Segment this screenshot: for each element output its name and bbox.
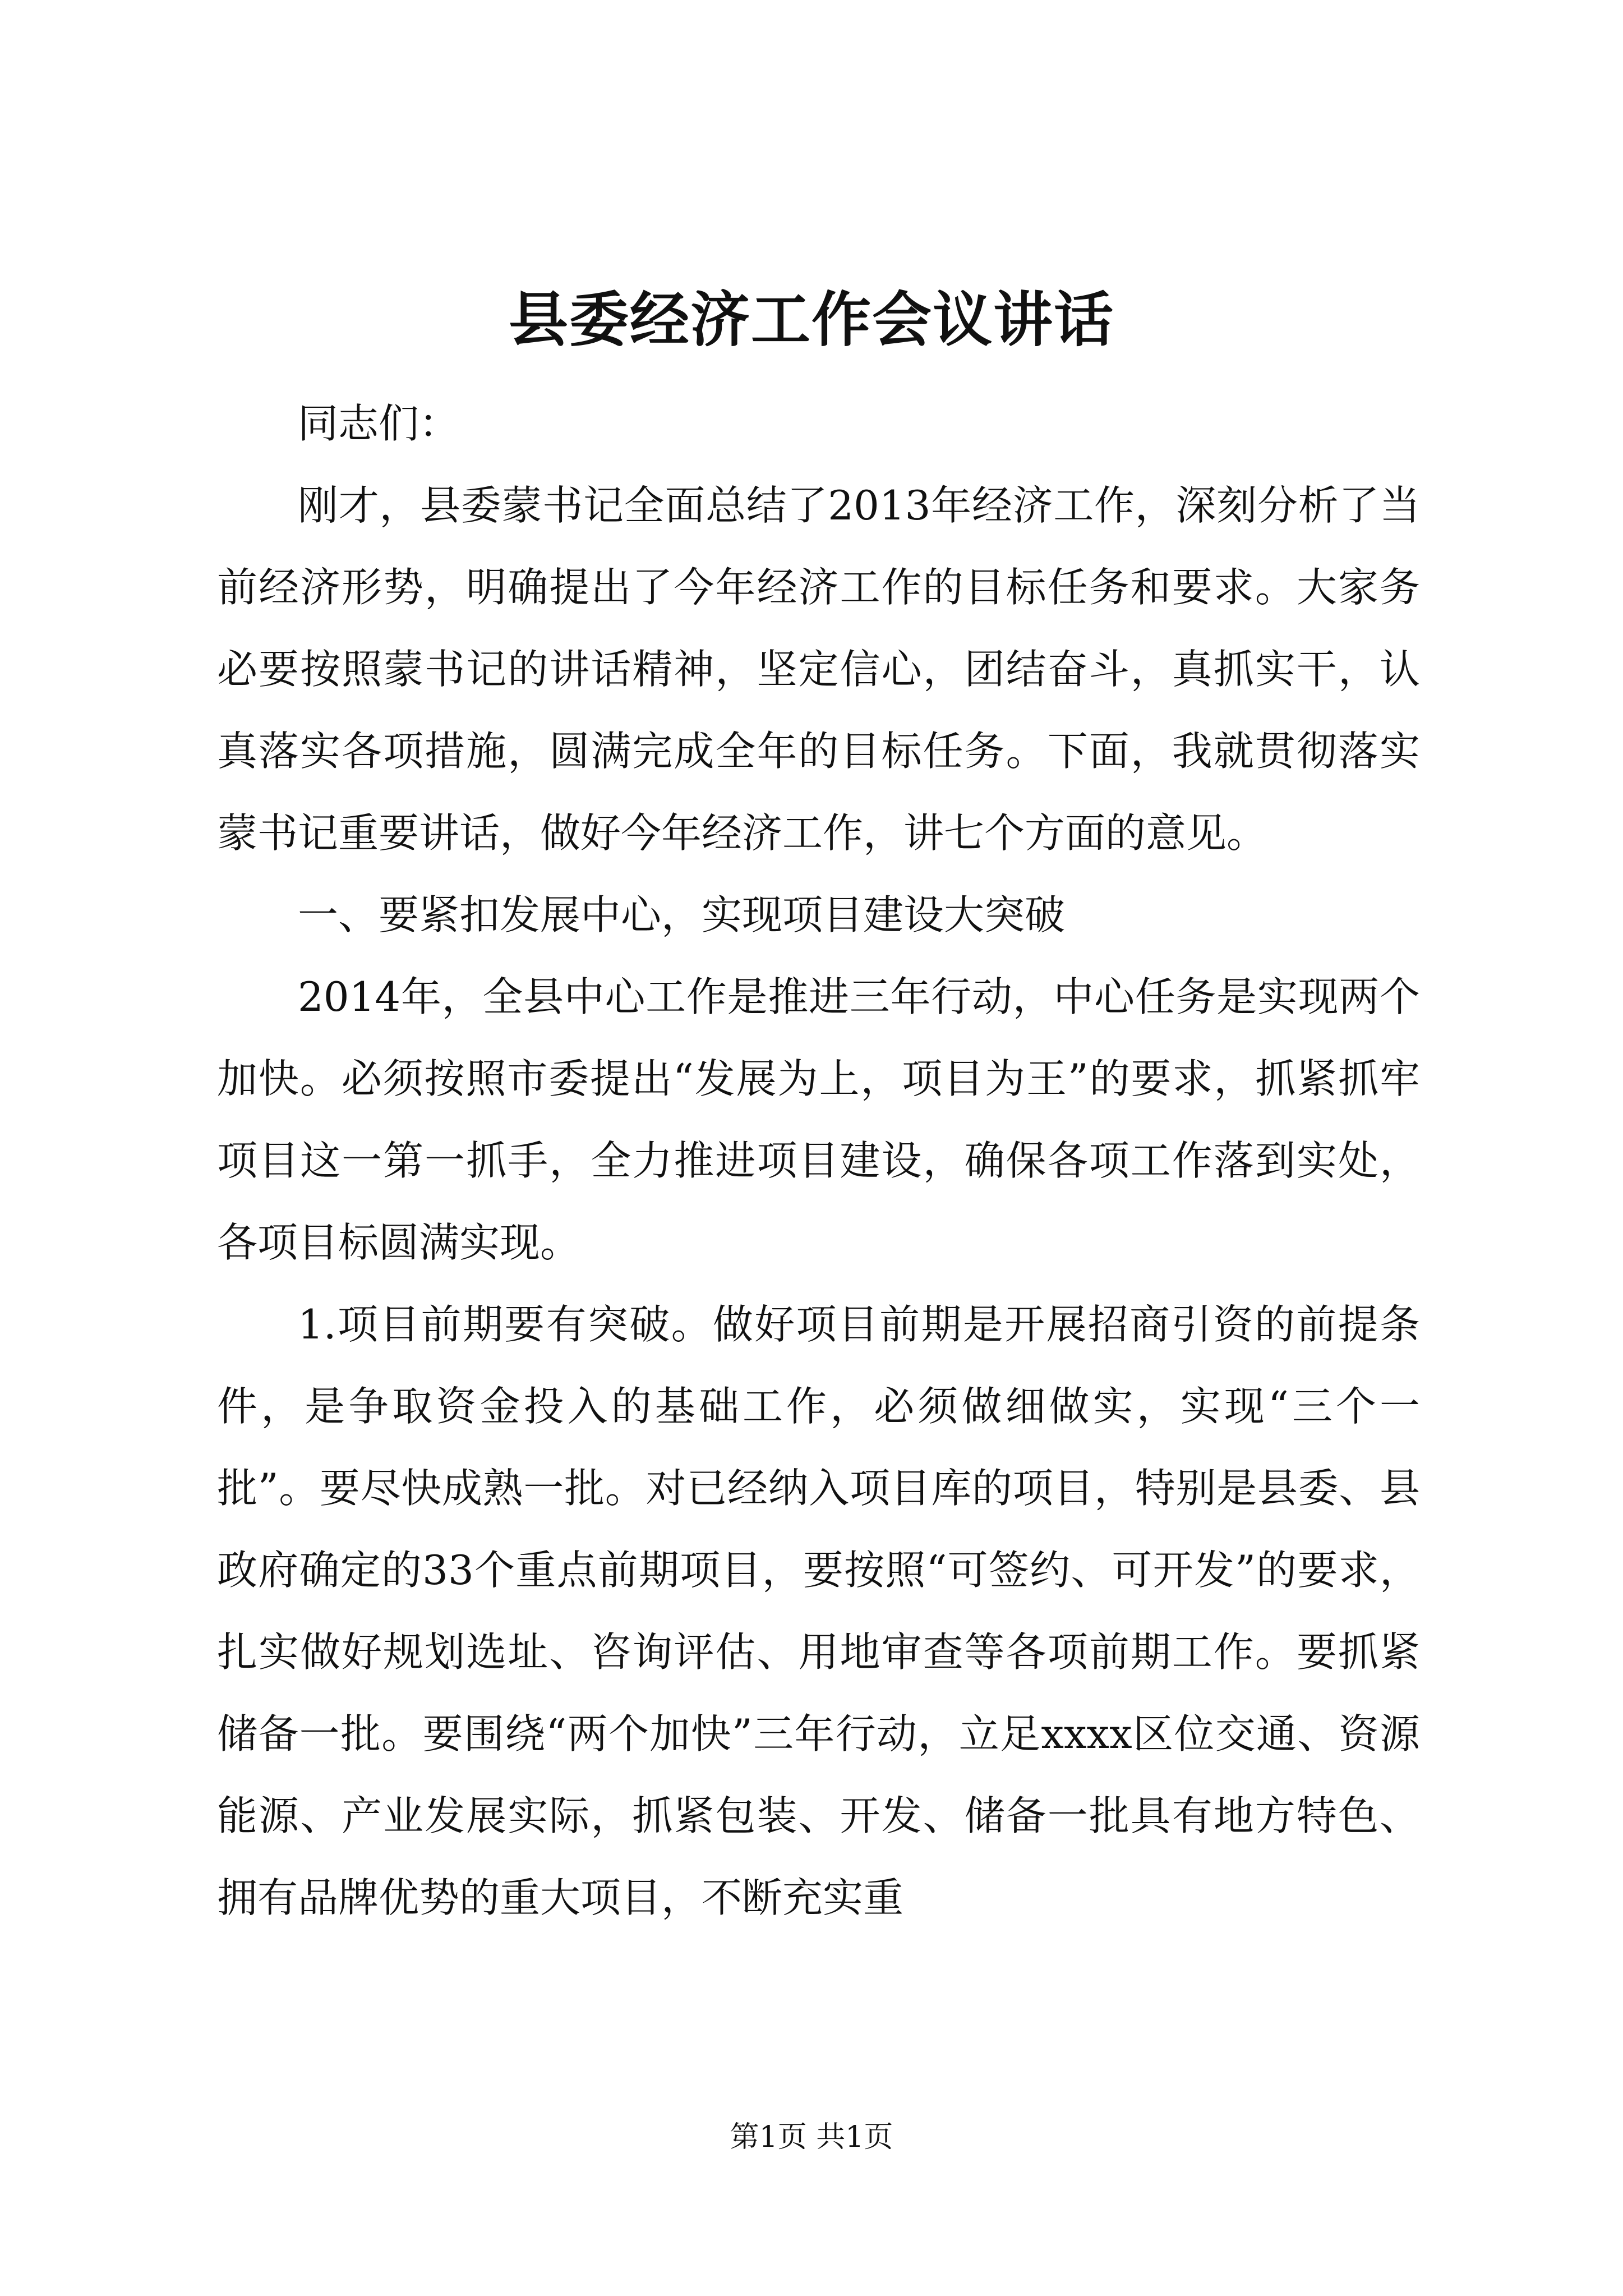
page-footer: 第1页 共1页 <box>730 2120 893 2154</box>
body-paragraph: 1.项目前期要有突破。做好项目前期是开展招商引资的前提条件，是争取资金投入的基础工作，必须做细做实，实现“三个一批”。要尽快成熟一批。对已经纳入项目库的项目，特别是县委、县政府确定的33个重点前期项目，要按照“可签约、可开发”的要求，扎实做好规划选址、咨询评估、用地审查等各项前期工作。要抓紧储备一批。要围绕“两个加快”三年行动，立足xxxx区位交通、资源能源、产业发展实际，抓紧包装、开发、储备一批具有地方特色、拥有品牌优势的重大项目，不断充实重 <box>217 1301 1420 1921</box>
section-heading: 一、要紧扣发展中心，实现项目建设大突破 <box>298 891 1066 938</box>
document-title: 县委经济工作会议讲话 <box>509 284 1114 355</box>
salutation-paragraph: 同志们： <box>298 400 460 447</box>
body-paragraph: 2014年，全县中心工作是推进三年行动，中心任务是实现两个加快。必须按照市委提出“发展为上，项目为王”的要求，抓紧抓牢项目这一第一抓手，全力推进项目建设，确保各项工作落到实处，各项目标圆满实现。 <box>217 973 1420 1266</box>
intro-paragraph: 刚才，县委蒙书记全面总结了2013年经济工作，深刻分析了当前经济形势，明确提出了今年经济工作的目标任务和要求。大家务必要按照蒙书记的讲话精神，坚定信心，团结奋斗，真抓实干，认真落实各项措施，圆满完成全年的目标任务。下面，我就贯彻落实蒙书记重要讲话，做好今年经济工作，讲七个方面的意见。 <box>217 482 1420 857</box>
document-body <box>217 383 1420 1939</box>
